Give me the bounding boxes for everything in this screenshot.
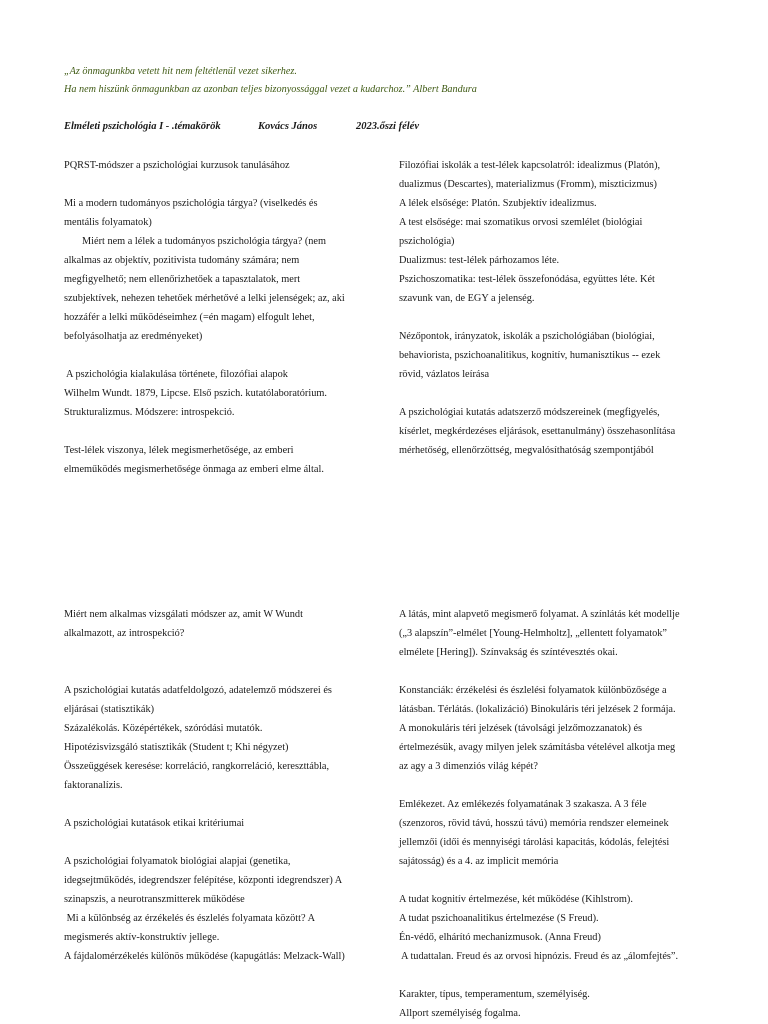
- topic-line: kísérlet, megkérdezéses eljárások, esettanulmány) összehasonlítása: [399, 426, 676, 437]
- topic-line: mentális folyamatok): [64, 217, 152, 228]
- topic-line: szavunk van, de EGY a jelenség.: [399, 293, 535, 304]
- semester-label: 2023.őszi félév: [356, 121, 419, 132]
- topic-line: Karakter, típus, temperamentum, személyiség.: [399, 989, 590, 1000]
- topic-line: hozzáfér a lelki működéseimhez (=én magam) elfogult lehet,: [64, 312, 315, 323]
- epigraph-quote: [64, 63, 744, 99]
- topic-line: idegsejtműködés, idegrendszer felépítése, központi idegrendszer) A: [64, 875, 343, 886]
- topic-line: dualizmus (Descartes), materializmus (Fromm), miszticizmus): [399, 179, 657, 190]
- topic-line: A pszichológiai kutatás adatszerző módszereinek (megfigyelés,: [399, 407, 660, 418]
- topic-line: A pszichológiai kutatás adatfeldolgozó, adatelemző módszerei és: [64, 685, 332, 696]
- topic-line: Allport személyiség fogalma.: [399, 1008, 521, 1019]
- topic-line: értelmezésük, avagy milyen jelek számításba vételével alkotja meg: [399, 742, 676, 753]
- topic-line: rövid, vázlatos leírása: [399, 369, 490, 380]
- topics-bottom-left: [64, 605, 394, 966]
- topic-line: („3 alapszín”-elmélet [Young-Helmholtz], „ellentett folyamatok”: [399, 628, 668, 639]
- topic-line: Nézőpontok, irányzatok, iskolák a pszichológiában (biológiai,: [399, 331, 655, 342]
- topic-line: jellemzői (idői és mennyiségi tárolási kapacitás, kódolás, felejtési: [399, 837, 670, 848]
- topics-top-left: [64, 156, 394, 479]
- topic-line: PQRST-módszer a pszichológiai kurzusok tanulásához: [64, 160, 290, 171]
- topic-line: elmeműködés megismerhetősége önmaga az emberi elme által.: [64, 464, 324, 475]
- topic-line: Strukturalizmus. Módszere: introspekció.: [64, 407, 235, 418]
- topic-line: az agy a 3 dimenziós világ képét?: [399, 761, 538, 772]
- author-name: Kovács János: [258, 121, 318, 132]
- topic-line: Összeüggések keresése: korreláció, rangkorreláció, kereszttábla,: [64, 761, 330, 772]
- topic-line: A látás, mint alapvető megismerő folyamat. A színlátás két modellje: [399, 609, 680, 620]
- topic-line: Én-védő, elhárító mechanizmusok. (Anna Freud): [399, 932, 601, 943]
- topic-line: mérhetőség, ellenőrzöttség, megvalósíthatóság szempontjából: [399, 445, 654, 456]
- topic-line: Mi a különbség az érzékelés és észlelés folyamata között? A: [64, 913, 316, 924]
- topic-line: befolyásolhatja az eredményeket): [64, 331, 203, 342]
- topic-line: A test elsősége: mai szomatikus orvosi szemlélet (biológiai: [399, 217, 643, 228]
- topic-line: látásban. Térlátás. (lokalizáció) Binokuláris téri jelzések 2 formája.: [399, 704, 676, 715]
- topic-line: A tudattalan. Freud és az orvosi hipnózis. Freud és az „álomfejtés”.: [399, 951, 679, 962]
- document-header: [64, 119, 744, 135]
- topic-line: A lélek elsősége: Platón. Szubjektív idealizmus.: [399, 198, 597, 209]
- course-title: Elméleti pszichológia I - .témakörök: [64, 121, 221, 132]
- topic-line: szinapszis, a neurotranszmitterek működése: [64, 894, 245, 905]
- topic-line: Wilhelm Wundt. 1879, Lipcse. Első pszich. kutatólaboratórium.: [64, 388, 327, 399]
- topic-line: A tudat pszichoanalitikus értelmezése (S Freud).: [399, 913, 599, 924]
- topic-line: A fájdalomérzékelés különös működése (kapugátlás: Melzack-Wall): [64, 951, 345, 962]
- topic-line: A pszichológia kialakulása története, filozófiai alapok: [64, 369, 288, 380]
- topic-line: megismerés aktív-konstruktív jellege.: [64, 932, 220, 943]
- topic-line: Százalékolás. Középértékek, szóródási mutatók.: [64, 723, 263, 734]
- topic-line: A monokuláris téri jelzések (távolsági jelzőmozzanatok) és: [399, 723, 643, 734]
- topic-line: (szenzoros, rövid távú, hosszú távú) memória rendszer elemeinek: [399, 818, 669, 829]
- topic-line: A tudat kognitív értelmezése, két működése (Kihlstrom).: [399, 894, 633, 905]
- topics-bottom-right: [399, 605, 739, 1023]
- topic-line: alkalmazott, az introspekció?: [64, 628, 185, 639]
- topic-line: eljárásai (statisztikák): [64, 704, 155, 715]
- topics-top-right: [399, 156, 739, 460]
- topic-line: Dualizmus: test-lélek párhozamos léte.: [399, 255, 560, 266]
- topic-line: szubjektívek, nehezen tehetőek mérhetővé a lelki jelenségek; az, aki: [64, 293, 345, 304]
- topic-line: alkalmas az objektív, pozitivista tudomány számára; nem: [64, 255, 300, 266]
- topic-line: megfigyelhető; nem ellenőrizhetőek a tapasztalatok, mert: [64, 274, 301, 285]
- topic-line: Test-lélek viszonya, lélek megismerhetősége, az emberi: [64, 445, 294, 456]
- topic-line: Emlékezet. Az emlékezés folyamatának 3 szakasza. A 3 féle: [399, 799, 647, 810]
- quote-line-1: „Az önmagunkba vetett hit nem feltétlenül vezet sikerhez.: [64, 66, 297, 77]
- quote-line-2: Ha nem hiszünk önmagunkban az azonban teljes bizonyossággal vezet a kudarchoz.” Albert Bandura: [64, 84, 477, 95]
- topic-line: sajátosság) és a 4. az implicit memória: [399, 856, 559, 867]
- topic-line: Konstanciák: érzékelési és észlelési folyamatok különbözősége a: [399, 685, 667, 696]
- topic-line: elmélete [Hering]). Színvakság és színtévesztés okai.: [399, 647, 618, 658]
- topic-line: A pszichológiai kutatások etikai kritériumai: [64, 818, 245, 829]
- topic-line: Pszichoszomatika: test-lélek összefonódása, együttes léte. Két: [399, 274, 655, 285]
- topic-line: Mi a modern tudományos pszichológia tárgya? (viselkedés és: [64, 198, 318, 209]
- topic-line: Miért nem a lélek a tudományos pszichológia tárgya? (nem: [82, 236, 326, 247]
- topic-line: faktoranalízis.: [64, 780, 123, 791]
- topic-line: Filozófiai iskolák a test-lélek kapcsolatról: idealizmus (Platón),: [399, 160, 661, 171]
- topic-line: behaviorista, pszichoanalitikus, kognitív, humanisztikus -- ezek: [399, 350, 661, 361]
- topic-line: pszichológia): [399, 236, 455, 247]
- topic-line: Hipotézisvizsgáló statisztikák (Student t; Khi négyzet): [64, 742, 289, 753]
- topic-line: A pszichológiai folyamatok biológiai alapjai (genetika,: [64, 856, 291, 867]
- topic-line: Miért nem alkalmas vizsgálati módszer az, amit W Wundt: [64, 609, 303, 620]
